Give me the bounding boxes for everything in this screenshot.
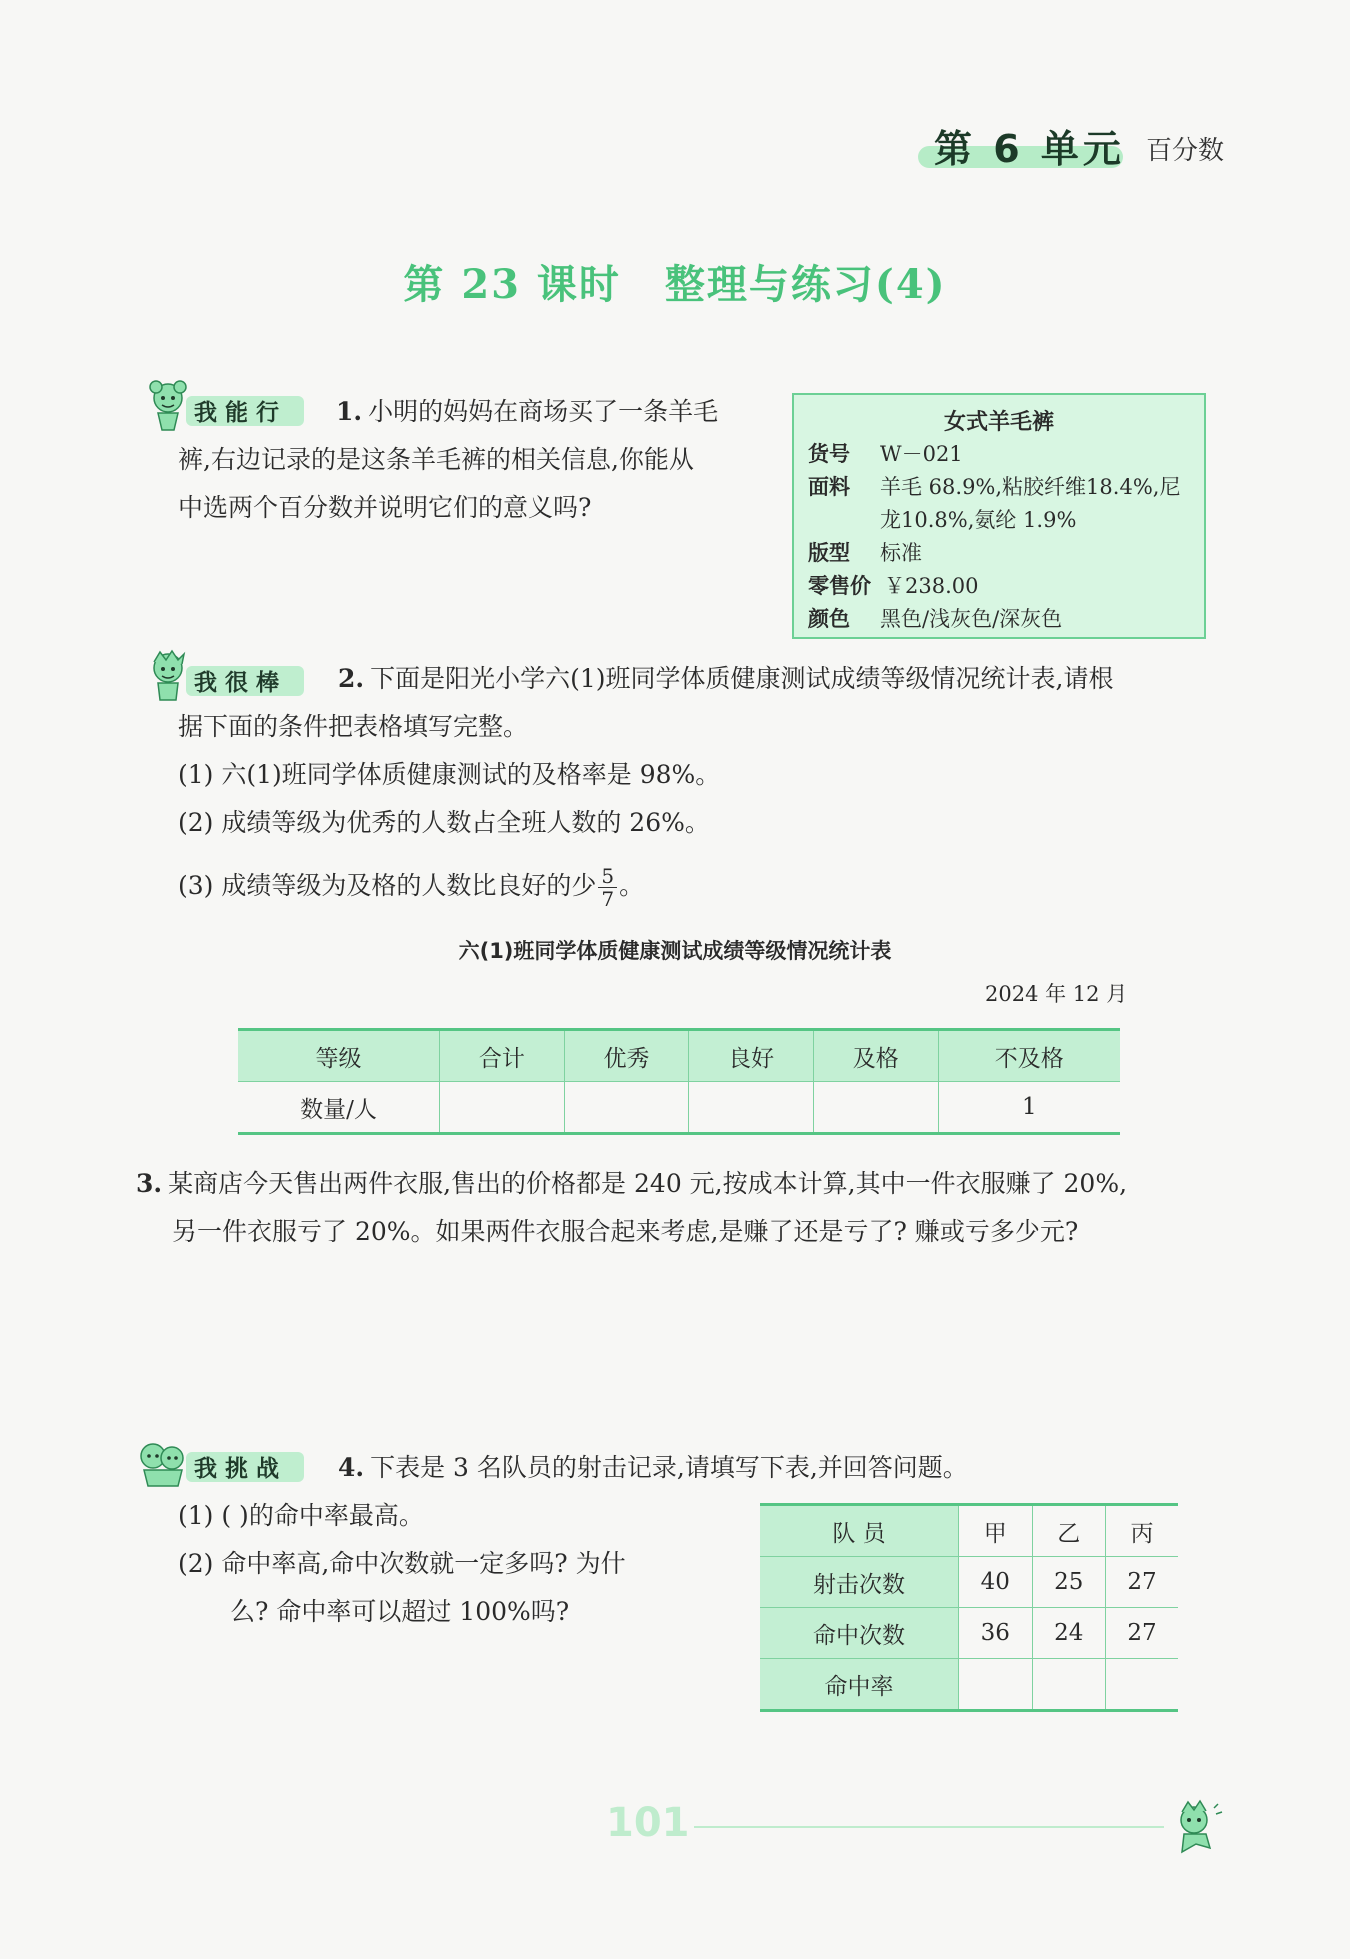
table-row [760, 1557, 1178, 1608]
answer-cell-excellent[interactable] [564, 1082, 689, 1134]
card-row-price: 零售价 ￥238.00 [808, 574, 979, 598]
header-cell: 合计 [440, 1030, 565, 1082]
card-row-color: 颜色 黑色/浅灰色/深灰色 [808, 607, 1063, 631]
header-cell: 等级 [238, 1030, 440, 1082]
card-row-fabric-cont: 龙10.8%,氨纶 1.9% [880, 508, 1077, 532]
shooting-record-table [760, 1503, 1178, 1712]
header-cell: 优秀 [564, 1030, 689, 1082]
cell: 36 [959, 1608, 1033, 1659]
unit-topic: 百分数 [1146, 136, 1225, 166]
row-label: 数量/人 [300, 1096, 377, 1123]
cell: 25 [1032, 1557, 1106, 1608]
unit-header [918, 118, 1318, 178]
section-label: 我能行 [194, 400, 287, 426]
unit-title: 第 6 单元 [934, 127, 1125, 171]
section-badge-1 [144, 392, 324, 432]
footer-line [694, 1826, 1164, 1828]
cell: 24 [1032, 1608, 1106, 1659]
q3-number: 3. [136, 1169, 163, 1198]
q4-intro: 4. 下表是 3 名队员的射击记录,请填写下表,并回答问题。 [338, 1453, 968, 1482]
table-title: 六(1)班同学体质健康测试成绩等级情况统计表 [458, 939, 892, 963]
q1-number: 1. [336, 397, 363, 426]
section-badge-4 [136, 1448, 326, 1488]
section-badge-2 [144, 662, 324, 702]
lesson-number: 第 23 课时 [403, 261, 621, 308]
q1-line-1: 1. 小明的妈妈在商场买了一条羊毛 [336, 397, 719, 426]
q4-number: 4. [338, 1453, 365, 1482]
header-cell: 及格 [813, 1030, 938, 1082]
answer-cell-good[interactable] [689, 1082, 814, 1134]
card-row-fit: 版型 标准 [808, 541, 922, 565]
q2-line-2: 据下面的条件把表格填写完整。 [178, 712, 529, 741]
header-cell: 乙 [1032, 1505, 1106, 1557]
cell: 27 [1106, 1608, 1178, 1659]
header-cell: 不及格 [938, 1030, 1120, 1082]
answer-cell-jia[interactable] [959, 1659, 1033, 1711]
q2-condition-1: (1) 六(1)班同学体质健康测试的及格率是 98%。 [178, 760, 721, 789]
two-kids-mascot-icon [136, 1434, 188, 1492]
table-row [760, 1608, 1178, 1659]
footer-mascot-icon [1166, 1798, 1226, 1858]
page-number: 101 [606, 1800, 690, 1846]
cell-fail: 1 [938, 1082, 1120, 1134]
answer-cell-bing[interactable] [1106, 1659, 1178, 1711]
row-label: 命中率 [760, 1659, 959, 1711]
section-label: 我挑战 [194, 1456, 287, 1482]
section-label: 我很棒 [194, 670, 287, 696]
product-info-card [792, 393, 1206, 639]
cell: 40 [959, 1557, 1033, 1608]
table-row [760, 1659, 1178, 1711]
q4-sub-2-cont: 么? 命中率可以超过 100%吗? [230, 1597, 570, 1626]
health-test-table [238, 1028, 1120, 1135]
answer-cell-yi[interactable] [1032, 1659, 1106, 1711]
header-cell: 良好 [689, 1030, 814, 1082]
q2-condition-2: (2) 成绩等级为优秀的人数占全班人数的 26%。 [178, 808, 710, 837]
card-row-fabric: 面料 羊毛 68.9%,粘胶纤维18.4%,尼 [808, 475, 1181, 499]
table-row [238, 1082, 1120, 1134]
lesson-name: 整理与练习(4) [664, 261, 947, 308]
q4-sub-1: (1) ( )的命中率最高。 [178, 1501, 424, 1530]
q3-line-2: 另一件衣服亏了 20%。如果两件衣服合起来考虑,是赚了还是亏了? 赚或亏多少元? [172, 1217, 1079, 1246]
header-cell: 甲 [959, 1505, 1033, 1557]
q3-line-1: 3. 某商店今天售出两件衣服,售出的价格都是 240 元,按成本计算,其中一件衣服赚了 20%, [136, 1169, 1128, 1198]
card-row-item-no: 货号 W－021 [808, 442, 963, 466]
row-label: 命中次数 [760, 1608, 959, 1659]
table-header-row [238, 1030, 1120, 1082]
q4-sub-2: (2) 命中率高,命中次数就一定多吗? 为什 [178, 1549, 626, 1578]
q2-line-1: 2. 下面是阳光小学六(1)班同学体质健康测试成绩等级情况统计表,请根 [338, 664, 1114, 693]
row-label: 射击次数 [760, 1557, 959, 1608]
q1-line-2: 裤,右边记录的是这条羊毛裤的相关信息,你能从 [178, 445, 694, 474]
header-cell: 丙 [1106, 1505, 1178, 1557]
answer-cell-total[interactable] [440, 1082, 565, 1134]
cell: 27 [1106, 1557, 1178, 1608]
table-date: 2024 年 12 月 [985, 982, 1128, 1006]
lesson-title [0, 253, 1350, 310]
table-row [760, 1505, 1178, 1557]
q1-line-3: 中选两个百分数并说明它们的意义吗? [178, 493, 592, 522]
fraction: $\frac{5}{7}$ [598, 865, 617, 910]
answer-cell-pass[interactable] [813, 1082, 938, 1134]
q2-condition-3: (3) 成绩等级为及格的人数比良好的少 $\frac{5}{7}$ 。 [178, 864, 645, 911]
card-title: 女式羊毛裤 [943, 410, 1054, 435]
row-label: 队 员 [760, 1505, 959, 1557]
q2-number: 2. [338, 664, 365, 693]
